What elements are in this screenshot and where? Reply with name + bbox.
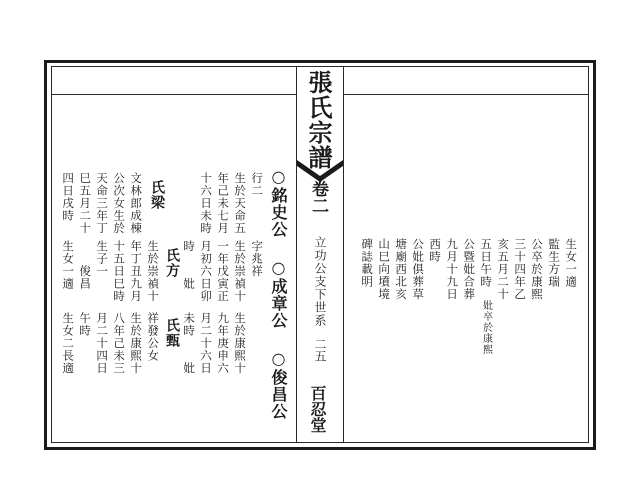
hall-name: 百忍堂	[308, 385, 327, 433]
right-text-col: 亥五月二十	[496, 238, 511, 301]
left-text-col: 生於康熙十	[233, 312, 248, 375]
right-text-col: 監生方瑞	[547, 238, 562, 288]
right-text-col: 三十四年乙	[513, 238, 528, 301]
right-text-col: 公卒於康熙	[530, 238, 545, 301]
left-text-col: 天命三年丁	[95, 172, 110, 235]
page-number: 二五	[313, 338, 327, 362]
lineage-gen-3: ○俊昌公	[269, 349, 288, 420]
right-text-col: 碑誌載明	[360, 238, 375, 288]
wife-surname: 氏方	[164, 248, 180, 278]
left-text-col: 月二十六日	[199, 312, 214, 375]
left-text-col: 生於崇禎十	[233, 240, 248, 303]
left-text-col: 月初六日卯	[199, 240, 214, 303]
left-text-col: 時 妣	[182, 240, 197, 290]
section-label: 立功公支下世系	[313, 236, 327, 327]
left-text-col: 一年戊寅正	[216, 240, 231, 303]
right-text-col: 公妣俱葬草	[411, 238, 426, 301]
left-text-col: 四日戌時	[61, 172, 76, 222]
lineage-gen-1: ○銘史公	[269, 167, 288, 238]
right-text-col: 生女一適	[564, 238, 579, 288]
left-text-col: 文林郎成棟	[129, 172, 144, 235]
header-rule-left	[51, 94, 296, 95]
right-text-col: 五日午時	[479, 238, 494, 288]
left-text-col: 生於康熙十	[129, 312, 144, 375]
left-text-col: 月二十四日	[95, 312, 110, 375]
right-text-col: 西時	[428, 238, 443, 263]
left-text-col: 公次女生於	[112, 172, 127, 235]
right-text-col: 塘廟西北亥	[394, 238, 409, 301]
wife-surname: 氏梁	[149, 180, 165, 210]
left-text-col: 生子一	[95, 240, 110, 278]
left-text-col: 九年庚申六	[216, 312, 231, 375]
left-text-col: 未時 妣	[182, 312, 197, 375]
left-text-col: 巳五月二十	[78, 172, 93, 235]
header-rule-right	[344, 94, 589, 95]
left-text-col: 生女一適	[61, 240, 76, 290]
left-text-col: 午時	[78, 312, 93, 337]
genealogy-title: 張氏宗譜	[304, 70, 333, 170]
left-text-col: 行二	[250, 172, 265, 197]
left-text-col: 生於天命五	[233, 172, 248, 235]
lineage-gen-2: ○成章公	[269, 258, 288, 329]
left-text-col: 俊昌	[78, 265, 93, 290]
left-text-col: 十六日未時	[199, 172, 214, 235]
left-text-col: 生於崇禎十	[146, 240, 161, 303]
volume-label: 卷二	[308, 180, 328, 214]
right-text-col: 九月十九日	[445, 238, 460, 301]
right-text-col-alt: 妣卒於康熙	[480, 300, 492, 355]
left-text-col: 十五日巳時	[112, 240, 127, 303]
left-text-col: 字兆祥	[250, 240, 265, 278]
right-text-col: 公暨妣合葬	[462, 238, 477, 301]
wife-surname: 氏甄	[164, 318, 180, 348]
right-text-col: 山巳向墳境	[377, 238, 392, 301]
left-text-col: 年己未七月	[216, 172, 231, 235]
fishtail-mark	[297, 160, 343, 182]
left-text-col: 祥發公女	[146, 312, 161, 362]
left-text-col: 八年己未三	[112, 312, 127, 375]
left-text-col: 年丁丑九月	[129, 240, 144, 303]
lineage-heading	[270, 167, 286, 420]
left-text-col: 生女二長適	[61, 312, 76, 375]
